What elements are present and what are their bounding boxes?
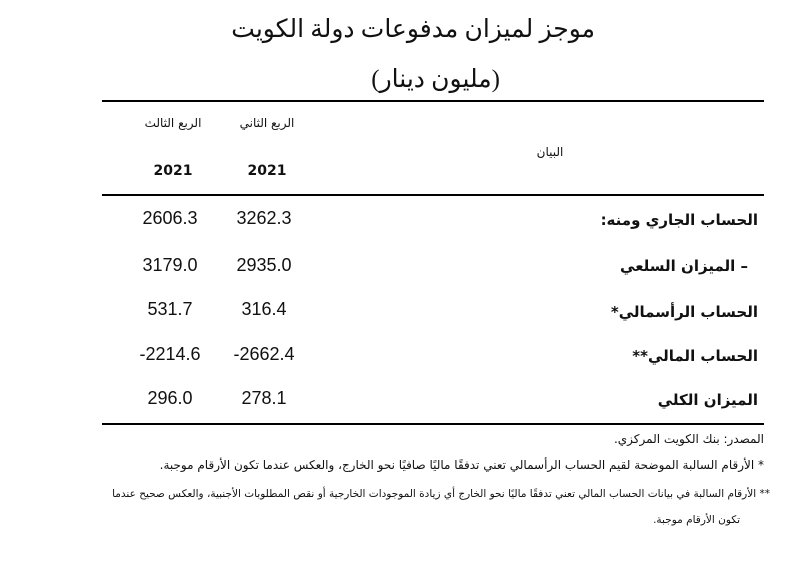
- col-header-q2: الربع الثاني: [239, 116, 295, 130]
- row-label: الحساب المالي**: [632, 347, 758, 365]
- row-label: الحساب الرأسمالي*: [610, 303, 758, 321]
- row-value-q3: 296.0: [147, 388, 193, 408]
- row-label: الحساب الجاري ومنه:: [600, 211, 758, 229]
- table-bottom-rule: [102, 423, 764, 425]
- col-header-label: البيان: [536, 145, 564, 159]
- report-subtitle: (مليون دينار): [371, 66, 500, 93]
- row-value-q2: -2662.4: [233, 344, 295, 364]
- row-value-q2: 2935.0: [236, 255, 292, 275]
- row-value-q3: 3179.0: [142, 255, 198, 275]
- col-header-q3: الربع الثالث: [144, 116, 202, 130]
- row-value-q2: 3262.3: [236, 208, 292, 228]
- table-top-rule: [102, 100, 764, 102]
- row-value-q3: 2606.3: [142, 208, 198, 228]
- footnote-2-continued: تكون الأرقام موجبة.: [653, 514, 740, 526]
- row-value-q2: 316.4: [241, 299, 287, 319]
- row-value-q3: -2214.6: [139, 344, 201, 364]
- report-title: موجز لميزان مدفوعات دولة الكويت: [231, 16, 595, 43]
- row-value-q2: 278.1: [241, 388, 287, 408]
- row-value-q3: 531.7: [147, 299, 193, 319]
- row-label: – الميزان السلعي: [620, 257, 748, 275]
- source-note: المصدر: بنك الكويت المركزي.: [613, 432, 764, 446]
- footnote-1: * الأرقام السالبة الموضحة لقيم الحساب الرأسمالي تعني تدفقًا ماليًا صافيًا نحو الخارج، والعكس عندما تكون الأرقام موجبة.: [159, 458, 764, 472]
- row-label: الميزان الكلي: [657, 391, 758, 409]
- table-header-rule: [102, 194, 764, 196]
- footnote-2: ** الأرقام السالبة في بيانات الحساب المالي تعني تدفقًا ماليًا نحو الخارج أي زيادة الموجودات الخارجية أو نقص المطلوبات الأجنبية، والعكس صحيح عندما: [112, 488, 770, 500]
- col-year-q2: 2021: [247, 163, 287, 179]
- col-year-q3: 2021: [153, 163, 193, 179]
